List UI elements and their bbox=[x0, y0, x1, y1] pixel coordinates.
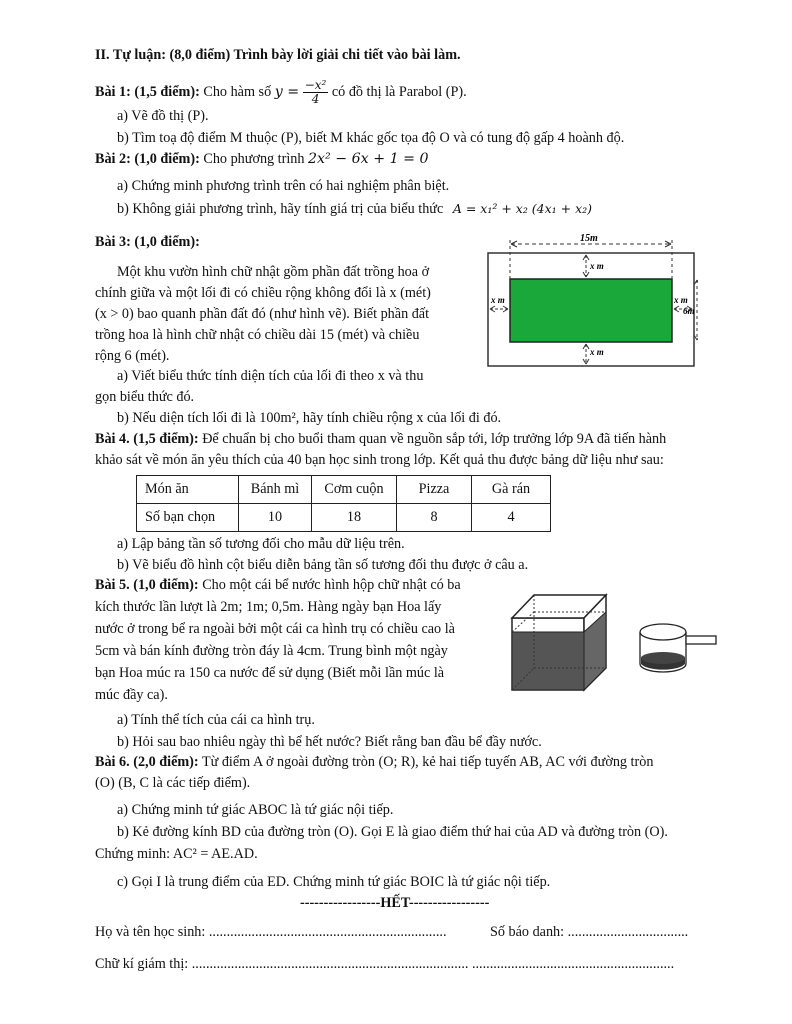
table-header-cell: Món ăn bbox=[137, 476, 239, 504]
table-header-cell: Pizza bbox=[397, 476, 472, 504]
bai5-line-5: bạn Hoa múc ra 150 ca nước để sử dụng (Biết mỗi lần múc là bbox=[95, 665, 445, 681]
bai2-part-a: a) Chứng minh phương trình trên có hai nghiệm phân biệt. bbox=[117, 178, 450, 194]
end-marker: -----------------HẾT----------------- bbox=[300, 895, 490, 911]
survey-table bbox=[136, 475, 551, 532]
bai1-y-lhs: y = bbox=[274, 83, 300, 100]
table-header-cell: Cơm cuộn bbox=[312, 476, 397, 504]
bai3-p5: rộng 6 (mét). bbox=[95, 348, 170, 364]
table-row-header bbox=[137, 476, 551, 504]
bai1-part-a: a) Vẽ đồ thị (P). bbox=[117, 108, 209, 124]
bai4-intro-text: Để chuẩn bị cho buổi tham quan về nguồn sắp tới, lớp trưởng lớp 9A đã tiến hành bbox=[202, 431, 667, 447]
bai5-line-3: nước ở trong bể ra ngoài bởi một cái ca hình trụ có chiều cao là bbox=[95, 621, 455, 637]
bai6-title: Bài 6. (2,0 điểm): bbox=[95, 754, 199, 770]
bai5-text-1: Cho một cái bể nước hình hộp chữ nhật có ba bbox=[202, 577, 461, 593]
bai5-line-4: 5cm và bán kính đường tròn đáy là 4cm. Trung bình một ngày bbox=[95, 643, 448, 659]
bai5-line-6: múc đầy ca). bbox=[95, 687, 168, 703]
bai6-line-2: (O) (B, C là các tiếp điểm). bbox=[95, 775, 251, 791]
bai2-expression: A = x₁² + x₂ (4x₁ + x₂) bbox=[452, 201, 593, 216]
bai6-part-b-2: Chứng minh: AC² = AE.AD. bbox=[95, 846, 258, 862]
bai3-p1: Một khu vườn hình chữ nhật gồm phần đất trồng hoa ở bbox=[117, 264, 430, 280]
bai1-title: Bài 1: (1,5 điểm): bbox=[95, 83, 200, 100]
bai3-part-b: b) Nếu diện tích lối đi là 100m², hãy tính chiều rộng x của lối đi đó. bbox=[117, 410, 502, 426]
table-value-cell: 8 bbox=[397, 504, 472, 532]
bai5-part-a: a) Tính thể tích của cái ca hình trụ. bbox=[117, 712, 315, 728]
bai2-intro bbox=[95, 150, 429, 168]
tank-water bbox=[512, 632, 584, 690]
path-width-left: x m bbox=[491, 295, 505, 305]
path-width-bottom: x m bbox=[590, 347, 604, 357]
bai2-part-b-text: b) Không giải phương trình, hãy tính giá trị của biểu thức bbox=[117, 201, 444, 217]
bai3-title: Bài 3: (1,0 điểm): bbox=[95, 234, 200, 250]
bai3-p3: (x > 0) bao quanh phần đất đó (như hình vẽ). Biết phần đất bbox=[95, 306, 430, 322]
candidate-number-line: Số báo danh: .................................. bbox=[490, 924, 689, 940]
bai5-part-b: b) Hỏi sau bao nhiêu ngày thì bể hết nước? Biết rằng ban đầu bể đầy nước. bbox=[117, 734, 542, 750]
garden-figure bbox=[484, 230, 698, 370]
flower-bed bbox=[510, 279, 672, 342]
bai6-line-1 bbox=[95, 753, 653, 771]
bai1-frac-num: −x² bbox=[304, 78, 327, 92]
bai2-equation: 2x² − 6x + 1 = 0 bbox=[308, 151, 429, 167]
bai5-line-2: kích thước lần lượt là 2m; 1m; 0,5m. Hàng ngày bạn Hoa lấy bbox=[95, 599, 442, 615]
table-header-cell: Gà rán bbox=[472, 476, 551, 504]
bai4-part-a: a) Lập bảng tần số tương đối cho mẫu dữ liệu trên. bbox=[117, 536, 405, 552]
bai5-line-1 bbox=[95, 576, 461, 594]
bai4-title: Bài 4. (1,5 điểm): bbox=[95, 431, 199, 447]
bai6-part-a: a) Chứng minh tứ giác ABOC là tứ giác nội tiếp. bbox=[117, 802, 394, 818]
path-width-right: x m bbox=[674, 295, 688, 305]
cylinder-cup-figure bbox=[636, 620, 720, 676]
bai6-part-c: c) Gọi I là trung điểm của ED. Chứng minh tứ giác BOIC là tứ giác nội tiếp. bbox=[117, 874, 551, 890]
bai5-title: Bài 5. (1,0 điểm): bbox=[95, 577, 199, 593]
table-value-cell: 18 bbox=[312, 504, 397, 532]
bai1-fraction bbox=[303, 79, 329, 106]
table-row-label: Số bạn chọn bbox=[137, 504, 239, 532]
water-tank-figure bbox=[508, 590, 610, 694]
table-header-cell: Bánh mì bbox=[239, 476, 312, 504]
bai4-intro-1 bbox=[95, 430, 666, 448]
length-label: 15m bbox=[580, 233, 598, 244]
bai2-intro-text: Cho phương trình bbox=[203, 151, 305, 167]
bai4-part-b: b) Vẽ biểu đồ hình cột biểu diễn bảng tần số tương đối thu được ở câu a. bbox=[117, 557, 529, 573]
bai1-part-b: b) Tìm toạ độ điểm M thuộc (P), biết M khác gốc tọa độ O và có tung độ gấp 4 hoành độ. bbox=[117, 130, 625, 146]
bai3-p4: trồng hoa là hình chữ nhật có chiều dài 15 (mét) và chiều bbox=[95, 327, 420, 343]
table-value-cell: 4 bbox=[472, 504, 551, 532]
path-width-top: x m bbox=[590, 261, 604, 271]
table-value-cell: 10 bbox=[239, 504, 312, 532]
bai1-intro-post: có đồ thị là Parabol (P). bbox=[331, 83, 467, 100]
proctor-signature-line: Chữ kí giám thị: .............................................................................. ......................................................... bbox=[95, 956, 675, 972]
bai2-part-b bbox=[117, 200, 592, 218]
bai2-title: Bài 2: (1,0 điểm): bbox=[95, 151, 200, 167]
width-label: 6m bbox=[683, 306, 695, 316]
bai6-part-b-1: b) Kẻ đường kính BD của đường tròn (O). Gọi E là giao điểm thứ hai của AD và đường tròn (O). bbox=[117, 824, 668, 840]
cup-handle bbox=[686, 636, 716, 644]
table-row-values bbox=[137, 504, 551, 532]
bai1-frac-den: 4 bbox=[311, 92, 320, 106]
bai3-part-a-1: a) Viết biểu thức tính diện tích của lối đi theo x và thu bbox=[117, 368, 424, 384]
bai4-intro-2: khảo sát về món ăn yêu thích của 40 bạn học sinh trong lớp. Kết quả thu được bảng dữ liệu như sau: bbox=[95, 452, 664, 468]
bai1-intro bbox=[95, 79, 467, 106]
bai3-part-a-2: gọn biểu thức đó. bbox=[95, 389, 195, 405]
bai1-intro-pre: Cho hàm số bbox=[203, 83, 272, 100]
section-heading: II. Tự luận: (8,0 điểm) Trình bày lời giải chi tiết vào bài làm. bbox=[95, 47, 461, 63]
student-name-line: Họ và tên học sinh: ................................................................... bbox=[95, 924, 447, 940]
bai6-text-1: Từ điểm A ở ngoài đường tròn (O; R), kẻ hai tiếp tuyến AB, AC với đường tròn bbox=[201, 754, 654, 770]
bai3-p2: chính giữa và một lối đi có chiều rộng không đổi là x (mét) bbox=[95, 285, 431, 301]
